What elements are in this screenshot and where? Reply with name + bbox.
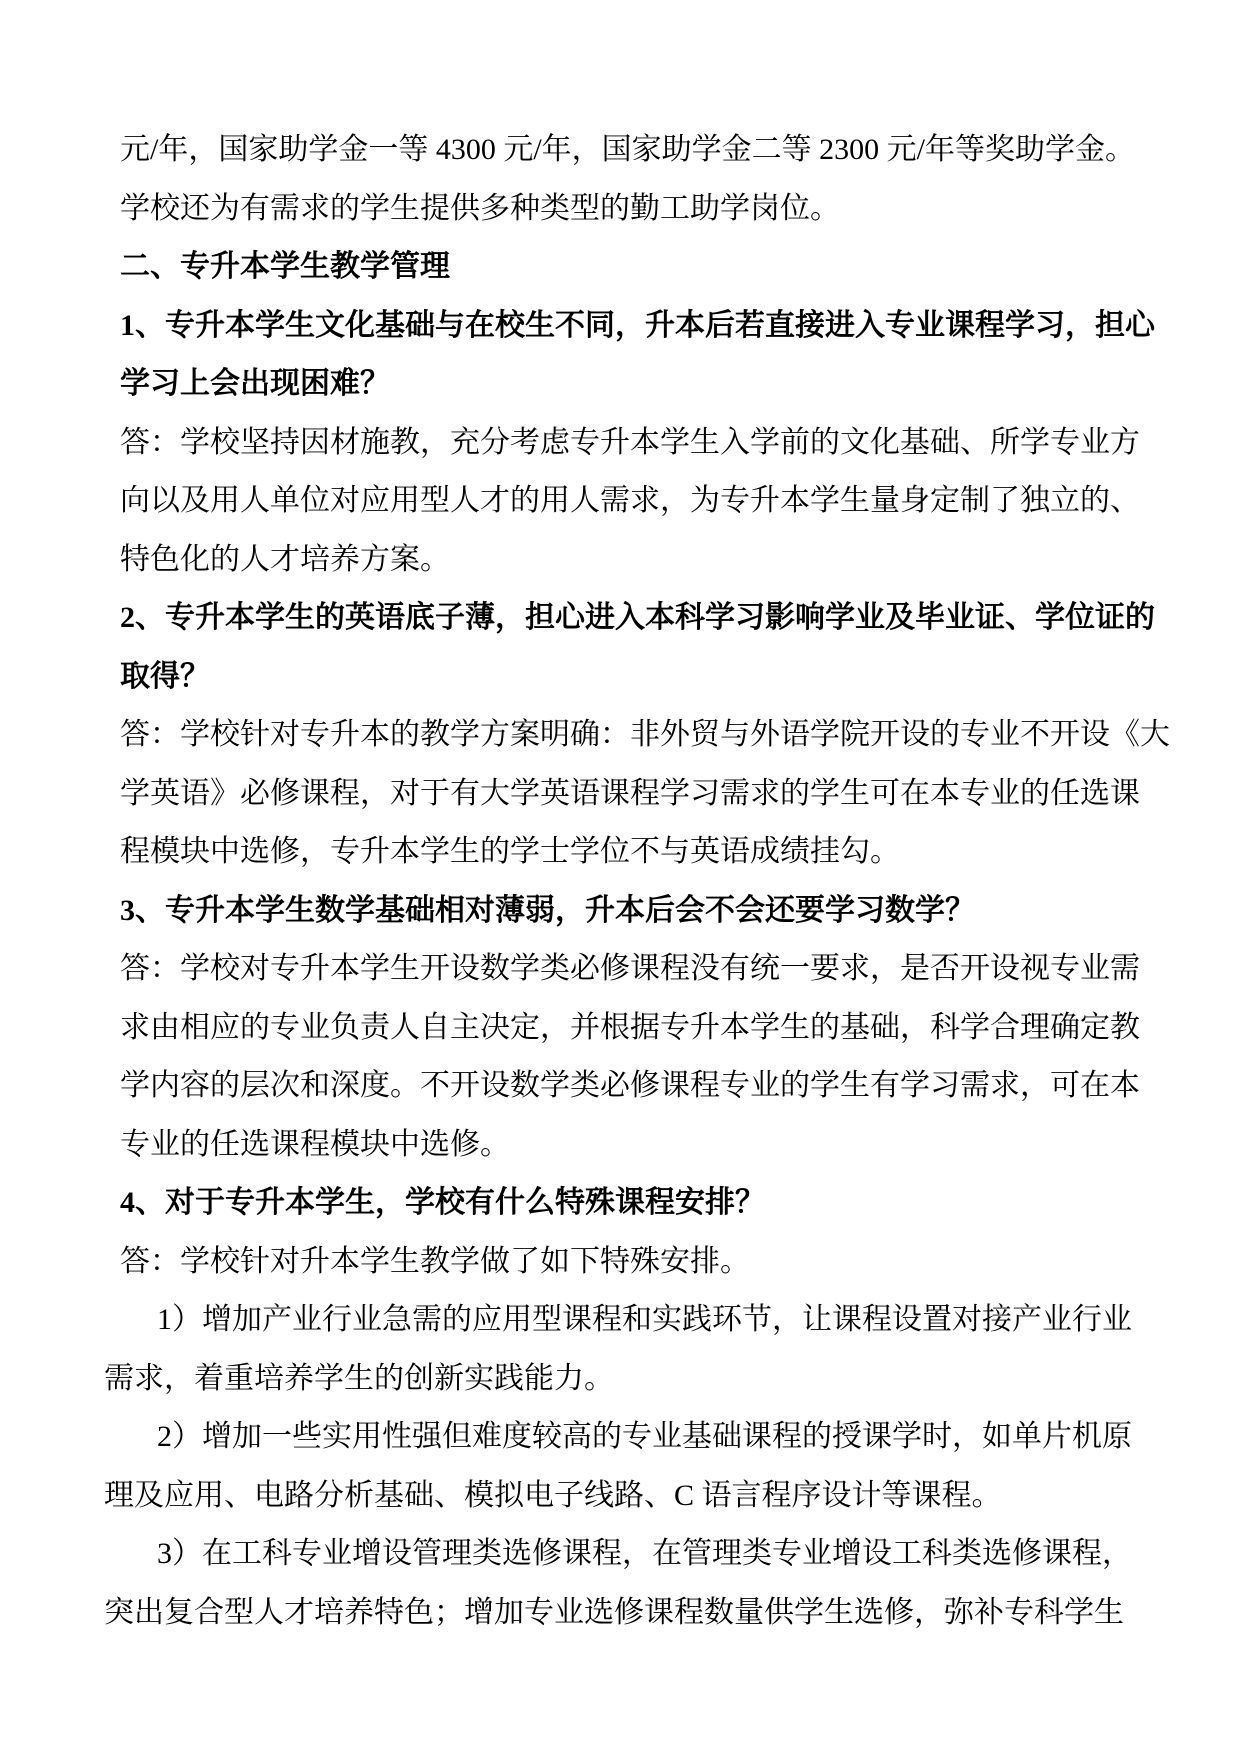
answer-3-line-2: 求由相应的专业负责人自主决定，并根据专升本学生的基础，科学合理确定教: [120, 1010, 1140, 1044]
answer-3-line-1: 答：学校对专升本学生开设数学类必修课程没有统一要求，是否开设视专业需: [120, 952, 1140, 985]
para-scholarship-continuation-line-1: 元/年，国家助学金一等 4300 元/年，国家助学金二等 2300 元/年等奖助学金。: [120, 133, 1136, 166]
answer-4-item-1-line-2: 需求，着重培养学生的创新实践能力。: [104, 1361, 614, 1395]
answer-4-item-3-line-1: 3）在工科专业增设管理类选修课程，在管理类专业增设工科类选修课程，: [157, 1537, 1132, 1570]
answer-3-line-4: 专业的任选课程模块中选修。: [120, 1127, 510, 1161]
answer-4-item-2-line-2: 理及应用、电路分析基础、模拟电子线路、C 语言程序设计等课程。: [104, 1478, 1002, 1512]
question-1-line-2: 学习上会出现困难？: [120, 367, 390, 400]
answer-4-item-3-line-2: 突出复合型人才培养特色；增加专业选修课程数量供学生选修，弥补专科学生: [104, 1595, 1124, 1629]
text-block: [104, 121, 1170, 1642]
answer-1-line-2: 向以及用人单位对应用型人才的用人需求，为专升本学生量身定制了独立的、: [120, 484, 1140, 517]
question-2-line-1: 2、专升本学生的英语底子薄，担心进入本科学习影响学业及毕业证、学位证的: [120, 601, 1155, 634]
answer-2-line-3: 程模块中选修，专升本学生的学士学位不与英语成绩挂勾。: [120, 835, 900, 868]
para-scholarship-continuation-line-2: 学校还为有需求的学生提供多种类型的勤工助学岗位。: [120, 191, 840, 225]
section-2-heading: 二、专升本学生教学管理: [120, 250, 450, 283]
question-3: 3、专升本学生数学基础相对薄弱，升本后会不会还要学习数学？: [120, 893, 975, 927]
answer-4-item-1-line-1: 1）增加产业行业急需的应用型课程和实践环节，让课程设置对接产业行业: [157, 1303, 1132, 1336]
answer-2-line-1: 答：学校针对专升本的教学方案明确：非外贸与外语学院开设的专业不开设《大: [120, 718, 1170, 751]
question-2-line-2: 取得？: [120, 659, 210, 693]
answer-2-line-2: 学英语》必修课程，对于有大学英语课程学习需求的学生可在本专业的任选课: [120, 776, 1140, 810]
question-1-line-1: 1、专升本学生文化基础与在校生不同，升本后若直接进入专业课程学习，担心: [120, 308, 1155, 342]
answer-3-line-3: 学内容的层次和深度。不开设数学类必修课程专业的学生有学习需求，可在本: [120, 1069, 1140, 1102]
answer-4-item-2-line-1: 2）增加一些实用性强但难度较高的专业基础课程的授课学时，如单片机原: [157, 1420, 1132, 1453]
answer-1-line-3: 特色化的人才培养方案。: [120, 542, 450, 576]
answer-1-line-1: 答：学校坚持因材施教，充分考虑专升本学生入学前的文化基础、所学专业方: [120, 425, 1140, 459]
question-4: 4、对于专升本学生，学校有什么特殊课程安排？: [120, 1186, 765, 1219]
answer-4-intro: 答：学校针对升本学生教学做了如下特殊安排。: [120, 1244, 750, 1278]
